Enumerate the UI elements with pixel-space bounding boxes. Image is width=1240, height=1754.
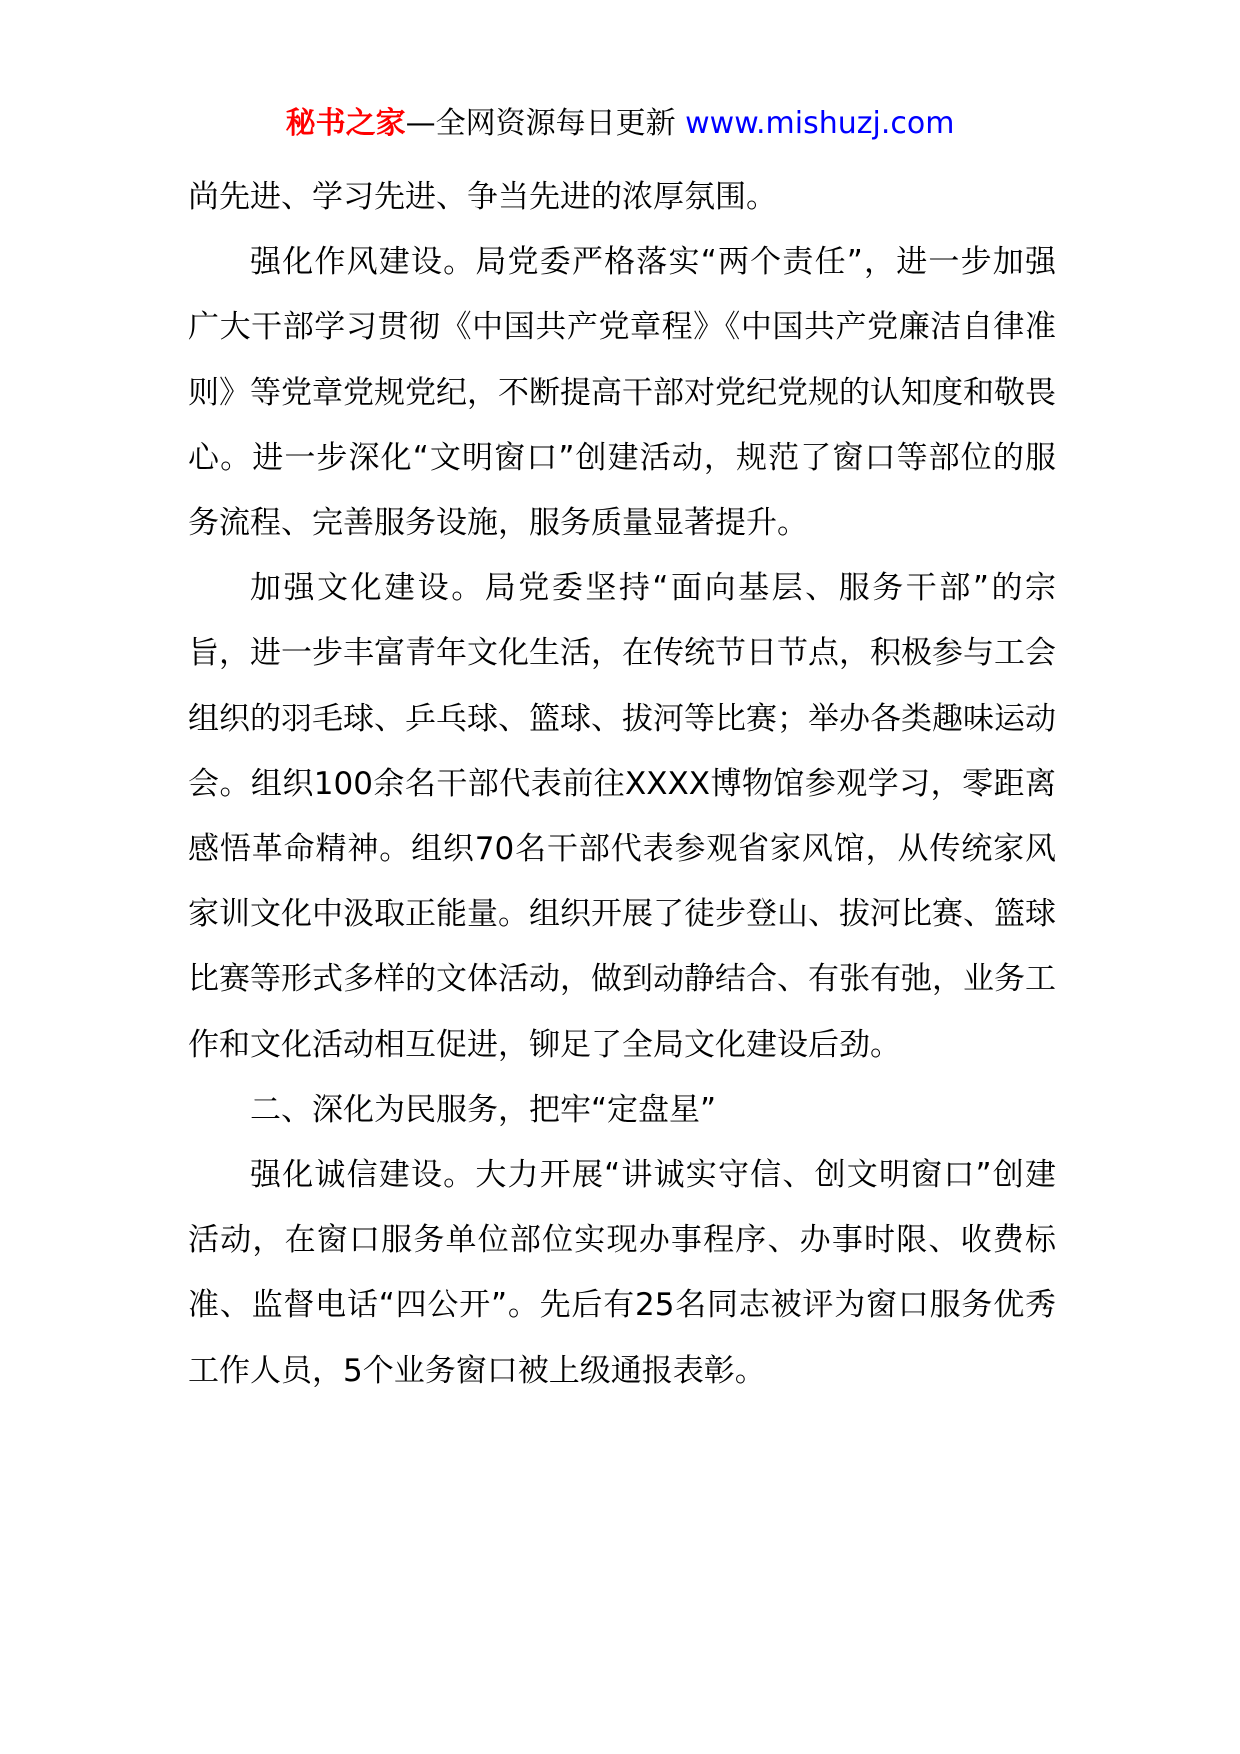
paragraph: 尚先进、学习先进、争当先进的浓厚氛围。 <box>188 179 777 215</box>
section-heading: 二、深化为民服务，把牢“定盘星” <box>250 1091 717 1128</box>
paragraph: 强化诚信建设。大力开展“讲诚实守信、创文明窗口”创建活动，在窗口服务单位部位实现办事程序、办事时限、收费标准、监督电话“四公开”。先后有25名同志被评为窗口服务优秀工作人员，5个业务窗口被上级通报表彰。 <box>188 1157 1056 1389</box>
paragraph: 加强文化建设。局党委坚持“面向基层、服务干部”的宗旨，进一步丰富青年文化生活，在传统节日节点，积极参与工会组织的羽毛球、乒乓球、篮球、拔河等比赛；举办各类趣味运动会。组织100余名干部代表前往XXXX博物馆参观学习，零距离感悟革命精神。组织70名干部代表参观省家风馆，从传统家风家训文化中汲取正能量。组织开展了徒步登山、拔河比赛、篮球比赛等形式多样的文体活动，做到动静结合、有张有弛，业务工作和文化活动相互促进，铆足了全局文化建设后劲。 <box>188 570 1056 1063</box>
paragraph: 强化作风建设。局党委严格落实“两个责任”，进一步加强广大干部学习贯彻《中国共产党章程》《中国共产党廉洁自律准则》等党章党规党纪，不断提高干部对党纪党规的认知度和敬畏心。进一步深化“文明窗口”创建活动，规范了窗口等部位的服务流程、完善服务设施，服务质量显著提升。 <box>188 244 1056 542</box>
header-url[interactable]: www.mishuzj.com <box>685 106 955 141</box>
page-header <box>0 102 1240 146</box>
header-tagline: —全网资源每日更新 <box>405 106 686 141</box>
brand-name: 秘书之家 <box>285 106 406 141</box>
document-body <box>188 165 1056 1404</box>
